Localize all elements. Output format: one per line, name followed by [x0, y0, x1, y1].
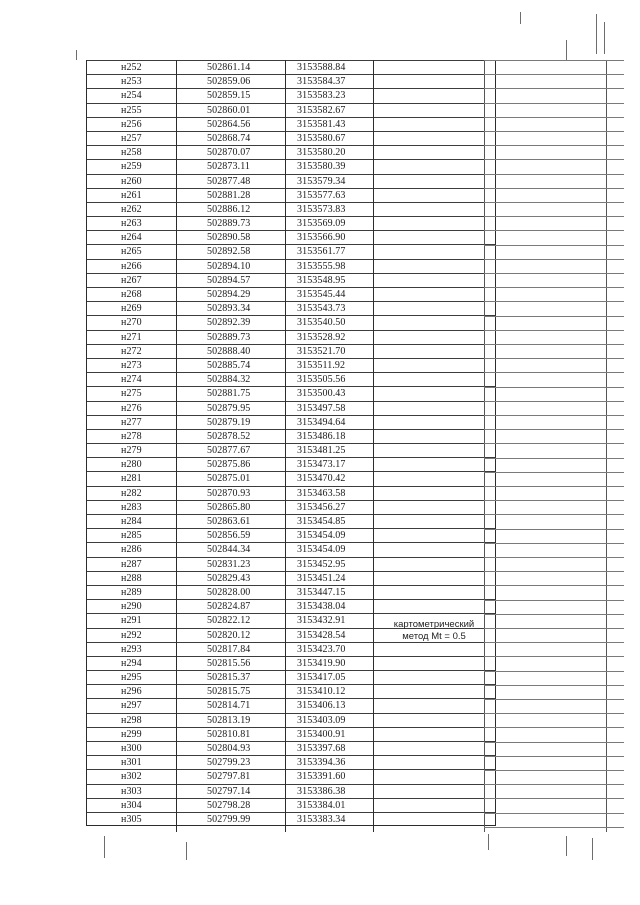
method-note-line2: метод Mt = 0.5: [402, 631, 466, 642]
y-coordinate: 3153543.73: [297, 303, 346, 315]
point-label: н295: [121, 672, 142, 684]
x-coordinate: 502814.71: [207, 700, 251, 712]
point-label: н290: [121, 601, 142, 613]
right-column-border: [606, 60, 607, 832]
table-row: [87, 557, 495, 571]
y-coordinate: 3153561.77: [297, 246, 346, 258]
point-label: н262: [121, 203, 142, 215]
x-coordinate: 502831.23: [207, 558, 251, 570]
x-coordinate: 502813.19: [207, 714, 251, 726]
point-label: н254: [121, 90, 142, 102]
right-column-rule: [484, 245, 624, 246]
right-column-rule: [484, 387, 624, 388]
x-coordinate: 502844.34: [207, 544, 251, 556]
right-column-rule: [484, 216, 624, 217]
point-label: н257: [121, 132, 142, 144]
table-row: [87, 60, 495, 74]
right-column-rule: [484, 742, 624, 743]
table-row: [87, 188, 495, 202]
y-coordinate: 3153384.01: [297, 799, 346, 811]
right-column-rule: [484, 103, 624, 104]
x-coordinate: 502868.74: [207, 132, 251, 144]
right-column-rule: [484, 443, 624, 444]
y-coordinate: 3153417.05: [297, 672, 346, 684]
x-coordinate: 502810.81: [207, 728, 251, 740]
table-row: [87, 457, 495, 471]
x-coordinate: 502815.37: [207, 672, 251, 684]
point-label: н285: [121, 530, 142, 542]
y-coordinate: 3153451.24: [297, 572, 346, 584]
right-column-rule: [484, 500, 624, 501]
y-coordinate: 3153397.68: [297, 743, 346, 754]
x-coordinate: 502877.67: [207, 445, 251, 457]
y-coordinate: 3153452.95: [297, 558, 346, 570]
x-coordinate: 502859.15: [207, 90, 251, 102]
right-column-rule: [484, 656, 624, 657]
x-coordinate: 502890.58: [207, 232, 251, 244]
y-coordinate: 3153540.50: [297, 317, 346, 329]
right-column-rule: [484, 188, 624, 189]
table-row: [87, 415, 495, 429]
table-row: [87, 670, 495, 684]
x-coordinate: 502892.58: [207, 246, 251, 258]
right-column-rule: [484, 585, 624, 586]
right-column-rule: [484, 159, 624, 160]
x-coordinate: 502877.48: [207, 175, 251, 187]
right-column-rule: [484, 557, 624, 558]
scan-mark: [520, 12, 521, 24]
table-row: [87, 174, 495, 188]
table-row: [87, 713, 495, 727]
right-column-rule: [484, 273, 624, 274]
table-row: [87, 74, 495, 88]
point-label: н299: [121, 728, 142, 740]
table-row: [87, 330, 495, 344]
right-ruled-column: [484, 60, 624, 832]
right-column-rule: [484, 514, 624, 515]
y-coordinate: 3153569.09: [297, 218, 346, 230]
x-coordinate: 502859.06: [207, 76, 251, 88]
right-column-rule: [484, 614, 624, 615]
right-column-rule: [484, 60, 624, 61]
scan-mark: [186, 842, 187, 860]
x-coordinate: 502865.80: [207, 501, 251, 513]
y-coordinate: 3153555.98: [297, 260, 346, 272]
table-row: [87, 528, 495, 542]
right-column-rule: [484, 628, 624, 629]
table-row: [87, 259, 495, 273]
point-label: н282: [121, 487, 142, 499]
table-row: [87, 571, 495, 585]
right-column-rule: [484, 813, 624, 814]
right-column-rule: [484, 784, 624, 785]
table-row: [87, 159, 495, 173]
right-column-rule: [484, 699, 624, 700]
point-label: н280: [121, 459, 142, 471]
point-label: н269: [121, 303, 142, 315]
y-coordinate: 3153454.09: [297, 530, 346, 542]
x-coordinate: 502824.87: [207, 601, 251, 613]
y-coordinate: 3153456.27: [297, 501, 346, 513]
y-coordinate: 3153505.56: [297, 374, 346, 386]
point-label: н297: [121, 700, 142, 712]
right-column-rule: [484, 472, 624, 473]
table-row: [87, 500, 495, 514]
x-coordinate: 502828.00: [207, 586, 251, 598]
point-label: н293: [121, 643, 142, 655]
point-label: н267: [121, 274, 142, 286]
right-column-rule: [484, 287, 624, 288]
right-column-rule: [484, 330, 624, 331]
table-row: [87, 784, 495, 798]
x-coordinate: 502799.99: [207, 813, 251, 825]
x-coordinate: 502829.43: [207, 572, 251, 584]
y-coordinate: 3153447.15: [297, 586, 346, 598]
table-row: [87, 386, 495, 400]
scan-mark: [76, 50, 77, 60]
point-label: н289: [121, 586, 142, 598]
x-coordinate: 502804.93: [207, 743, 251, 754]
y-coordinate: 3153581.43: [297, 118, 346, 130]
right-column-rule: [484, 429, 624, 430]
scan-mark: [104, 836, 105, 858]
y-coordinate: 3153428.54: [297, 629, 346, 641]
point-label: н284: [121, 516, 142, 527]
x-coordinate: 502888.40: [207, 345, 251, 357]
right-column-rule: [484, 600, 624, 601]
table-row: [87, 401, 495, 415]
x-coordinate: 502889.73: [207, 218, 251, 230]
scan-mark: [566, 40, 567, 60]
table-row: [87, 514, 495, 528]
point-label: н259: [121, 161, 142, 173]
table-row: [87, 798, 495, 812]
right-column-border: [484, 60, 485, 832]
point-label: н261: [121, 189, 142, 201]
x-coordinate: 502886.12: [207, 203, 251, 215]
point-label: н271: [121, 331, 142, 343]
table-row: [87, 486, 495, 500]
right-column-rule: [484, 202, 624, 203]
point-label: н291: [121, 615, 142, 627]
x-coordinate: 502861.14: [207, 62, 251, 73]
right-column-rule: [484, 88, 624, 89]
right-column-rule: [484, 571, 624, 572]
table-row: [87, 443, 495, 457]
x-coordinate: 502822.12: [207, 615, 251, 627]
table-row: [87, 642, 495, 656]
right-column-rule: [484, 316, 624, 317]
point-label: н301: [121, 757, 142, 769]
x-coordinate: 502870.07: [207, 147, 251, 159]
table-row: [87, 117, 495, 131]
point-label: н298: [121, 714, 142, 726]
point-label: н275: [121, 388, 142, 400]
y-coordinate: 3153580.20: [297, 147, 346, 159]
right-column-rule: [484, 756, 624, 757]
x-coordinate: 502879.95: [207, 402, 251, 414]
x-coordinate: 502797.81: [207, 771, 251, 783]
coordinates-table: [86, 60, 496, 826]
y-coordinate: 3153486.18: [297, 430, 346, 442]
right-column-rule: [484, 358, 624, 359]
right-column-rule: [484, 827, 624, 828]
table-row: [87, 287, 495, 301]
x-coordinate: 502799.23: [207, 757, 251, 769]
point-label: н292: [121, 629, 142, 641]
scan-mark: [604, 22, 605, 54]
point-label: н302: [121, 771, 142, 783]
y-coordinate: 3153423.70: [297, 643, 346, 655]
point-label: н256: [121, 118, 142, 130]
right-column-rule: [484, 642, 624, 643]
y-coordinate: 3153454.09: [297, 544, 346, 556]
point-label: н287: [121, 558, 142, 570]
table-row: [87, 727, 495, 741]
y-coordinate: 3153577.63: [297, 189, 346, 201]
point-label: н304: [121, 799, 142, 811]
table-row: [87, 344, 495, 358]
y-coordinate: 3153419.90: [297, 657, 346, 669]
y-coordinate: 3153386.38: [297, 785, 346, 797]
y-coordinate: 3153391.60: [297, 771, 346, 783]
x-coordinate: 502870.93: [207, 487, 251, 499]
y-coordinate: 3153545.44: [297, 289, 346, 300]
table-row: [87, 599, 495, 613]
point-label: н276: [121, 402, 142, 414]
y-coordinate: 3153432.91: [297, 615, 346, 627]
x-coordinate: 502815.75: [207, 686, 251, 698]
method-note-line1: картометрический: [393, 619, 475, 630]
right-column-rule: [484, 259, 624, 260]
y-coordinate: 3153579.34: [297, 175, 346, 187]
y-coordinate: 3153403.09: [297, 714, 346, 726]
scan-mark: [566, 836, 567, 856]
right-column-rule: [484, 529, 624, 530]
y-coordinate: 3153580.67: [297, 132, 346, 144]
point-label: н296: [121, 686, 142, 698]
y-coordinate: 3153580.39: [297, 161, 346, 173]
column-divider: [373, 60, 374, 832]
table-row: [87, 273, 495, 287]
y-coordinate: 3153463.58: [297, 487, 346, 499]
right-column-rule: [484, 798, 624, 799]
table-row: [87, 698, 495, 712]
point-label: н255: [121, 104, 142, 116]
x-coordinate: 502798.28: [207, 799, 251, 811]
point-label: н278: [121, 430, 142, 442]
right-column-rule: [484, 415, 624, 416]
point-label: н263: [121, 218, 142, 230]
x-coordinate: 502873.11: [207, 161, 251, 173]
right-column-rule: [484, 131, 624, 132]
right-column-rule: [484, 543, 624, 544]
table-row: [87, 315, 495, 329]
method-note: [379, 619, 489, 643]
x-coordinate: 502856.59: [207, 530, 251, 542]
table-row: [87, 769, 495, 783]
right-column-rule: [484, 401, 624, 402]
right-column-rule: [484, 685, 624, 686]
table-row: [87, 471, 495, 485]
right-column-rule: [484, 230, 624, 231]
y-coordinate: 3153394.36: [297, 757, 346, 769]
table-row: [87, 358, 495, 372]
right-column-rule: [484, 372, 624, 373]
right-column-rule: [484, 713, 624, 714]
point-label: н281: [121, 473, 142, 485]
y-coordinate: 3153582.67: [297, 104, 346, 116]
point-label: н270: [121, 317, 142, 329]
table-row: [87, 585, 495, 599]
y-coordinate: 3153438.04: [297, 601, 346, 613]
point-label: н277: [121, 416, 142, 428]
y-coordinate: 3153410.12: [297, 686, 346, 698]
x-coordinate: 502878.52: [207, 430, 251, 442]
right-column-rule: [484, 770, 624, 771]
point-label: н273: [121, 359, 142, 371]
x-coordinate: 502875.86: [207, 459, 251, 471]
point-label: н265: [121, 246, 142, 258]
table-row: [87, 372, 495, 386]
y-coordinate: 3153566.90: [297, 232, 346, 244]
x-coordinate: 502885.74: [207, 359, 251, 371]
right-column-rule: [484, 344, 624, 345]
scan-mark: [592, 838, 593, 860]
y-coordinate: 3153588.84: [297, 62, 346, 73]
right-column-rule: [484, 486, 624, 487]
table-row: [87, 429, 495, 443]
x-coordinate: 502881.28: [207, 189, 251, 201]
y-coordinate: 3153454.85: [297, 516, 346, 527]
point-label: н272: [121, 345, 142, 357]
right-column-rule: [484, 117, 624, 118]
y-coordinate: 3153497.58: [297, 402, 346, 414]
point-label: н258: [121, 147, 142, 159]
table-row: [87, 301, 495, 315]
table-row: [87, 741, 495, 755]
table-row: [87, 812, 495, 826]
right-column-rule: [484, 145, 624, 146]
table-row: [87, 656, 495, 670]
point-label: н264: [121, 232, 142, 244]
y-coordinate: 3153470.42: [297, 473, 346, 485]
point-label: н274: [121, 374, 142, 386]
y-coordinate: 3153584.37: [297, 76, 346, 88]
table-row: [87, 230, 495, 244]
point-label: н283: [121, 501, 142, 513]
table-row: [87, 202, 495, 216]
scan-mark: [488, 834, 489, 850]
x-coordinate: 502894.29: [207, 289, 251, 300]
x-coordinate: 502817.84: [207, 643, 251, 655]
y-coordinate: 3153406.13: [297, 700, 346, 712]
x-coordinate: 502894.10: [207, 260, 251, 272]
column-divider: [285, 60, 286, 832]
point-label: н303: [121, 785, 142, 797]
y-coordinate: 3153573.83: [297, 203, 346, 215]
x-coordinate: 502879.19: [207, 416, 251, 428]
table-row: [87, 244, 495, 258]
x-coordinate: 502863.61: [207, 516, 251, 527]
x-coordinate: 502864.56: [207, 118, 251, 130]
table-row: [87, 131, 495, 145]
right-column-rule: [484, 727, 624, 728]
right-column-rule: [484, 301, 624, 302]
y-coordinate: 3153383.34: [297, 813, 346, 825]
point-label: н266: [121, 260, 142, 272]
scan-mark: [596, 14, 597, 54]
table-row: [87, 755, 495, 769]
table-row: [87, 216, 495, 230]
y-coordinate: 3153521.70: [297, 345, 346, 357]
point-label: н300: [121, 743, 142, 754]
point-label: н253: [121, 76, 142, 88]
right-column-rule: [484, 74, 624, 75]
x-coordinate: 502894.57: [207, 274, 251, 286]
y-coordinate: 3153500.43: [297, 388, 346, 400]
x-coordinate: 502797.14: [207, 785, 251, 797]
x-coordinate: 502875.01: [207, 473, 251, 485]
y-coordinate: 3153528.92: [297, 331, 346, 343]
y-coordinate: 3153548.95: [297, 274, 346, 286]
point-label: н288: [121, 572, 142, 584]
point-label: н252: [121, 62, 142, 73]
right-column-rule: [484, 671, 624, 672]
x-coordinate: 502893.34: [207, 303, 251, 315]
y-coordinate: 3153481.25: [297, 445, 346, 457]
table-row: [87, 145, 495, 159]
y-coordinate: 3153473.17: [297, 459, 346, 471]
right-column-rule: [484, 174, 624, 175]
point-label: н286: [121, 544, 142, 556]
y-coordinate: 3153494.64: [297, 416, 346, 428]
table-row: [87, 103, 495, 117]
column-divider: [176, 60, 177, 832]
x-coordinate: 502815.56: [207, 657, 251, 669]
x-coordinate: 502881.75: [207, 388, 251, 400]
x-coordinate: 502860.01: [207, 104, 251, 116]
point-label: н268: [121, 289, 142, 300]
point-label: н260: [121, 175, 142, 187]
point-label: н279: [121, 445, 142, 457]
x-coordinate: 502820.12: [207, 629, 251, 641]
y-coordinate: 3153400.91: [297, 728, 346, 740]
y-coordinate: 3153583.23: [297, 90, 346, 102]
x-coordinate: 502892.39: [207, 317, 251, 329]
table-row: [87, 542, 495, 556]
x-coordinate: 502884.32: [207, 374, 251, 386]
table-row: [87, 684, 495, 698]
x-coordinate: 502889.73: [207, 331, 251, 343]
point-label: н294: [121, 657, 142, 669]
point-label: н305: [121, 813, 142, 825]
table-row: [87, 88, 495, 102]
y-coordinate: 3153511.92: [297, 359, 346, 371]
right-column-rule: [484, 458, 624, 459]
